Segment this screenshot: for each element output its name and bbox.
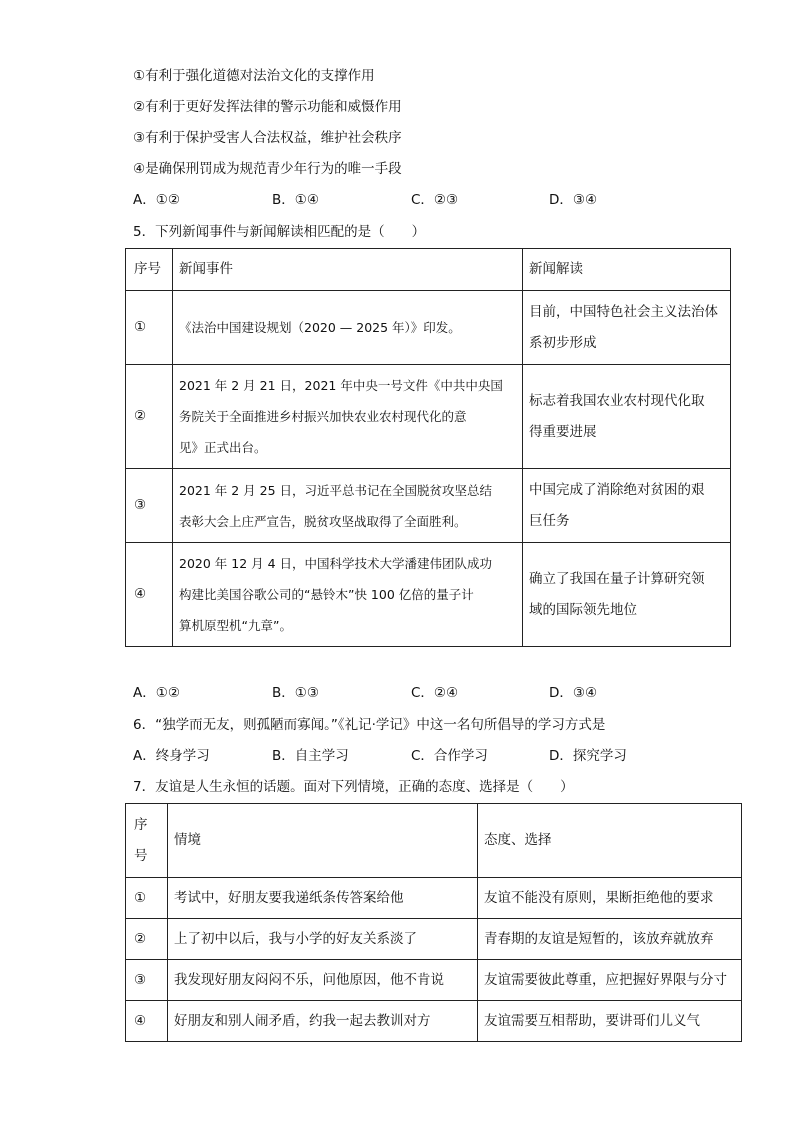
q7-row-situation: 上了初中以后，我与小学的好友关系淡了 — [168, 919, 478, 960]
q7-row-no: ① — [126, 878, 168, 919]
q7-header-situation: 情境 — [168, 804, 478, 878]
q7-row-no: ④ — [126, 1001, 168, 1042]
q5-stem: 5．下列新闻事件与新闻解读相匹配的是（ ） — [133, 224, 426, 240]
table-row — [126, 365, 731, 469]
q7-header-no-line: 序 — [134, 816, 148, 833]
q5-reading-line: 巨任务 — [529, 512, 570, 529]
q5-row-event — [173, 365, 523, 469]
q5-event-line: 2020 年 12 月 4 日，中国科学技术大学潘建伟团队成功 — [179, 556, 493, 571]
q5-row-event — [173, 543, 523, 647]
q5-row-event — [173, 291, 523, 365]
table-row — [126, 960, 742, 1001]
q7-stem: 7．友谊是人生永恒的话题。面对下列情境，正确的态度、选择是（ ） — [133, 779, 574, 795]
q7-row-situation: 我发现好朋友闷闷不乐，问他原因，他不肯说 — [168, 960, 478, 1001]
q7-row-choice: 青春期的友谊是短暂的，该放弃就放弃 — [478, 919, 742, 960]
q6-option-d[interactable]: D．探究学习 — [549, 748, 627, 764]
table-row — [126, 469, 731, 543]
table-row — [126, 878, 742, 919]
q7-header-no-line: 号 — [134, 847, 148, 864]
q5-option-c[interactable]: C．②④ — [411, 685, 459, 701]
q4-statement-4: ④是确保刑罚成为规范青少年行为的唯一手段 — [133, 161, 402, 177]
q5-header-reading: 新闻解读 — [523, 249, 731, 291]
q4-statement-3: ③有利于保护受害人合法权益，维护社会秩序 — [133, 130, 402, 146]
q7-header-choice: 态度、选择 — [478, 804, 742, 878]
q7-row-choice: 友谊需要彼此尊重，应把握好界限与分寸 — [478, 960, 742, 1001]
q5-event-line: 见》正式出台。 — [179, 440, 267, 455]
q5-event-line: 2021 年 2 月 21 日，2021 年中央一号文件《中共中央国 — [179, 378, 503, 393]
q4-option-a[interactable]: A．①② — [133, 192, 180, 208]
q7-row-no: ② — [126, 919, 168, 960]
q5-row-reading — [523, 543, 731, 647]
q4-statement-2: ②有利于更好发挥法律的警示功能和威慑作用 — [133, 99, 402, 115]
q5-option-d[interactable]: D．③④ — [549, 685, 598, 701]
q5-reading-line: 系初步形成 — [529, 334, 597, 351]
q5-row-no: ① — [126, 291, 173, 365]
q5-header-event: 新闻事件 — [173, 249, 523, 291]
table-row — [126, 543, 731, 647]
q7-row-situation: 好朋友和别人闹矛盾，约我一起去教训对方 — [168, 1001, 478, 1042]
q5-header-row — [126, 249, 731, 291]
q7-table — [125, 803, 742, 1042]
q4-option-c[interactable]: C．②③ — [411, 192, 459, 208]
q5-event-line: 务院关于全面推进乡村振兴加快农业农村现代化的意 — [179, 409, 467, 424]
q5-reading-line: 得重要进展 — [529, 423, 597, 440]
q5-row-no: ③ — [126, 469, 173, 543]
q7-row-choice: 友谊不能没有原则，果断拒绝他的要求 — [478, 878, 742, 919]
q5-row-reading — [523, 291, 731, 365]
q5-row-reading — [523, 469, 731, 543]
q5-option-a[interactable]: A．①② — [133, 685, 180, 701]
q4-option-b[interactable]: B．①④ — [272, 192, 319, 208]
q5-table — [125, 248, 731, 647]
q7-row-situation: 考试中，好朋友要我递纸条传答案给他 — [168, 878, 478, 919]
q5-header-no: 序号 — [126, 249, 173, 291]
q5-row-no: ② — [126, 365, 173, 469]
q4-option-d[interactable]: D．③④ — [549, 192, 598, 208]
table-row — [126, 291, 731, 365]
table-row — [126, 1001, 742, 1042]
q7-row-choice: 友谊需要互相帮助，要讲哥们儿义气 — [478, 1001, 742, 1042]
q6-option-b[interactable]: B．自主学习 — [272, 748, 349, 764]
q6-stem: 6．“独学而无友，则孤陋而寡闻。”《礼记·学记》中这一名句所倡导的学习方式是 — [133, 717, 606, 733]
q5-reading-line: 域的国际领先地位 — [529, 601, 637, 618]
q5-reading-line: 确立了我国在量子计算研究领 — [529, 570, 705, 587]
q7-header-row — [126, 804, 742, 878]
q5-row-reading — [523, 365, 731, 469]
q6-option-a[interactable]: A．终身学习 — [133, 748, 210, 764]
q5-reading-line: 目前，中国特色社会主义法治体 — [529, 303, 718, 320]
q5-row-event — [173, 469, 523, 543]
q5-event-line: 表彰大会上庄严宣告，脱贫攻坚战取得了全面胜利。 — [179, 513, 467, 529]
q4-statement-1: ①有利于强化道德对法治文化的支撑作用 — [133, 68, 375, 84]
q7-row-no: ③ — [126, 960, 168, 1001]
q5-event-line: 《法治中国建设规划（2020 — 2025 年）》印发。 — [179, 320, 461, 335]
q6-option-c[interactable]: C．合作学习 — [411, 748, 488, 764]
q5-event-line: 2021 年 2 月 25 日，习近平总书记在全国脱贫攻坚总结 — [179, 482, 493, 498]
q5-option-b[interactable]: B．①③ — [272, 685, 319, 701]
q5-event-line: 算机原型机“九章”。 — [179, 618, 292, 633]
q5-reading-line: 标志着我国农业农村现代化取 — [529, 392, 705, 409]
q5-row-no: ④ — [126, 543, 173, 647]
table-row — [126, 919, 742, 960]
q5-reading-line: 中国完成了消除绝对贫困的艰 — [529, 481, 705, 498]
q5-event-line: 构建比美国谷歌公司的“悬铃木”快 100 亿倍的量子计 — [179, 587, 474, 602]
q7-header-no — [126, 804, 168, 878]
